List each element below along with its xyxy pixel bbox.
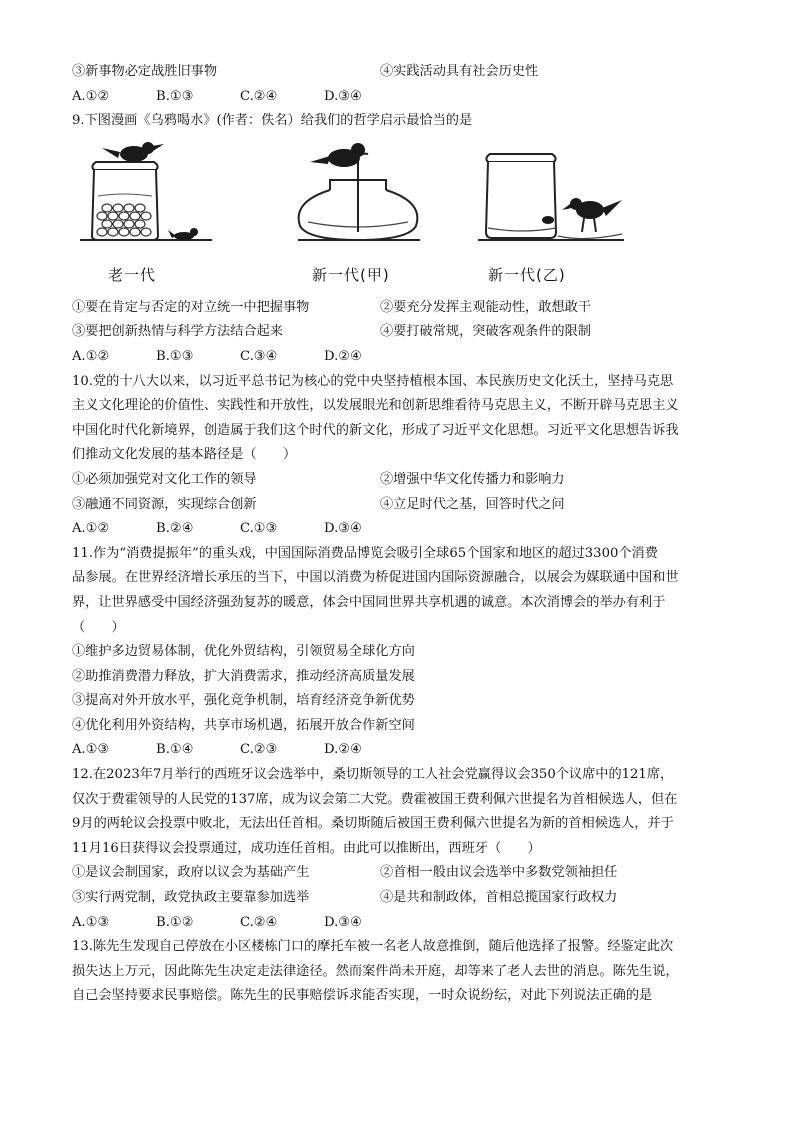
q8-choice-a: A.①② bbox=[72, 88, 110, 104]
q12-choice-d: D.③④ bbox=[324, 914, 362, 930]
q10-choice-a: A.①② bbox=[72, 521, 110, 537]
comic-panel-new-generation-b bbox=[472, 140, 632, 258]
q10-options-row-1 bbox=[72, 468, 732, 493]
exam-page bbox=[72, 60, 732, 1009]
caption-old-generation: 老一代 bbox=[108, 265, 157, 284]
q10-choice-c: C.①③ bbox=[240, 521, 278, 537]
q10-stem-line-2: 主义文化理论的价值性、实践性和开放性，以发展眼光和创新思维看待马克思主义，不断开辟马克思主义 bbox=[72, 398, 679, 414]
q12-choices bbox=[72, 911, 732, 936]
q11-choice-c: C.②③ bbox=[240, 742, 278, 758]
q12-choice-a: A.①③ bbox=[72, 914, 110, 930]
q9-choice-c: C.③④ bbox=[240, 348, 278, 364]
caption-new-generation-a: 新一代(甲) bbox=[312, 265, 390, 284]
q9-stem: 9.下图漫画《乌鸦喝水》(作者：佚名）给我们的哲学启示最恰当的是 bbox=[72, 113, 473, 129]
q10-choice-b: B.②④ bbox=[156, 521, 194, 537]
q11-stem-line-2: 品参展。在世界经济增长承压的当下，中国以消费为桥促进国内国际资源融合，以展会为媒联通中国和世 bbox=[72, 570, 679, 586]
q9-choice-b: B.①③ bbox=[156, 348, 194, 364]
q12-option-4: ④是共和制政体，首相总揽国家行政权力 bbox=[380, 890, 618, 906]
q11-option-4: ④优化利用外资结构，共享市场机遇，拓展开放合作新空间 bbox=[72, 717, 415, 733]
q10-option-3: ③融通不同资源，实现综合创新 bbox=[72, 496, 257, 512]
q8-options-row bbox=[72, 60, 732, 85]
q10-option-2: ②增强中华文化传播力和影响力 bbox=[380, 471, 565, 487]
q13-stem-line-3: 自己会坚持要求民事赔偿。陈先生的民事赔偿诉求能否实现，一时众说纷纭，对此下列说法正确的是 bbox=[72, 988, 653, 1004]
q10-option-4: ④立足时代之基，回答时代之问 bbox=[380, 496, 565, 512]
q11-stem-line-3: 界，让世界感受中国经济强劲复苏的暖意，体会中国同世界共享机遇的诚意。本次消博会的举办有利于 bbox=[72, 594, 666, 610]
q11-stem-line-4: （ ） bbox=[72, 619, 125, 635]
q8-option-4: ④实践活动具有社会历史性 bbox=[380, 64, 539, 79]
q12-options-row-2 bbox=[72, 886, 732, 911]
q10-stem-line-4: 们推动文化发展的基本路径是（ ） bbox=[72, 447, 297, 463]
q8-choice-b: B.①③ bbox=[156, 88, 194, 104]
q10-option-1: ①必须加强党对文化工作的领导 bbox=[72, 471, 257, 487]
comic-panel-new-generation-a bbox=[284, 140, 434, 258]
q10-choices bbox=[72, 517, 732, 542]
q11-option-2: ②助推消费潜力释放，扩大消费需求，推动经济高质量发展 bbox=[72, 668, 415, 684]
q12-stem-line-1: 12.在2023年7月举行的西班牙议会选举中，桑切斯领导的工人社会党赢得议会350个议席中的121席， bbox=[72, 767, 674, 783]
q9-option-3: ③要把创新热情与科学方法结合起来 bbox=[72, 324, 283, 340]
q11-choices bbox=[72, 738, 732, 763]
q8-choices bbox=[72, 85, 732, 110]
q13-stem-line-2: 损失达上万元，因此陈先生决定走法律途径。然而案件尚未开庭，却等来了老人去世的消息。陈先生说， bbox=[72, 963, 679, 979]
q10-choice-d: D.③④ bbox=[324, 521, 362, 537]
q11-stem-line-1: 11.作为“消费提振年”的重头戏，中国国际消费品博览会吸引全球65个国家和地区的超过3300个消费 bbox=[72, 545, 658, 561]
comic-crow-drinks-water bbox=[72, 140, 732, 290]
q10-stem-line-3: 中国化时代化新境界，创造属于我们这个时代的新文化，形成了习近平文化思想。习近平文化思想告诉我 bbox=[72, 422, 679, 438]
q11-option-3: ③提高对外开放水平，强化竞争机制，培育经济竞争新优势 bbox=[72, 693, 415, 709]
q9-option-2: ②要充分发挥主观能动性，敢想敢干 bbox=[380, 299, 591, 315]
q12-stem-line-2: 仅次于费霍领导的人民党的137席，成为议会第二大党。费霍被国王费利佩六世提名为首相候选人，但在 bbox=[72, 791, 678, 807]
q11-choice-b: B.①④ bbox=[156, 742, 194, 758]
q9-choice-d: D.②④ bbox=[324, 348, 362, 364]
q12-choice-c: C.②④ bbox=[240, 914, 278, 930]
q8-option-3: ③新事物必定战胜旧事物 bbox=[72, 64, 218, 79]
q12-option-3: ③实行两党制，政党执政主要靠参加选举 bbox=[72, 890, 310, 906]
q10-stem-line-1: 10.党的十八大以来，以习近平总书记为核心的党中央坚持植根本国、本民族历史文化沃土，坚持马克思 bbox=[72, 373, 674, 389]
caption-new-generation-b: 新一代(乙) bbox=[488, 265, 566, 284]
q12-choice-b: B.①② bbox=[156, 914, 194, 930]
q12-stem-line-4: 11月16日获得议会投票通过，成功连任首相。由此可以推断出，西班牙（ ） bbox=[72, 840, 541, 856]
q12-option-1: ①是议会制国家，政府以议会为基础产生 bbox=[72, 865, 310, 881]
q11-choice-a: A.①③ bbox=[72, 742, 110, 758]
q9-option-4: ④要打破常规，突破客观条件的限制 bbox=[380, 324, 591, 340]
q10-options-row-2 bbox=[72, 493, 732, 518]
q11-choice-d: D.②④ bbox=[324, 742, 362, 758]
q11-option-1: ①维护多边贸易体制，优化外贸结构，引领贸易全球化方向 bbox=[72, 644, 415, 660]
q12-option-2: ②首相一般由议会选举中多数党领袖担任 bbox=[380, 865, 618, 881]
q9-options-row-1 bbox=[72, 296, 732, 321]
q9-choices bbox=[72, 345, 732, 370]
q9-choice-a: A.①② bbox=[72, 348, 110, 364]
q9-options-row-2 bbox=[72, 320, 732, 345]
q12-options-row-1 bbox=[72, 861, 732, 886]
q13-stem-line-1: 13.陈先生发现自己停放在小区楼栋门口的摩托车被一名老人故意推倒，随后他选择了报警。经鉴定此次 bbox=[72, 939, 674, 955]
q9-option-1: ①要在肯定与否定的对立统一中把握事物 bbox=[72, 299, 310, 315]
q8-choice-c: C.②④ bbox=[240, 88, 278, 104]
comic-panel-old-generation bbox=[72, 140, 222, 258]
q12-stem-line-3: 9月的两轮议会投票中败北，无法出任首相。桑切斯随后被国王费利佩六世提名为新的首相候选人，并于 bbox=[72, 816, 674, 832]
q8-choice-d: D.③④ bbox=[324, 88, 362, 104]
